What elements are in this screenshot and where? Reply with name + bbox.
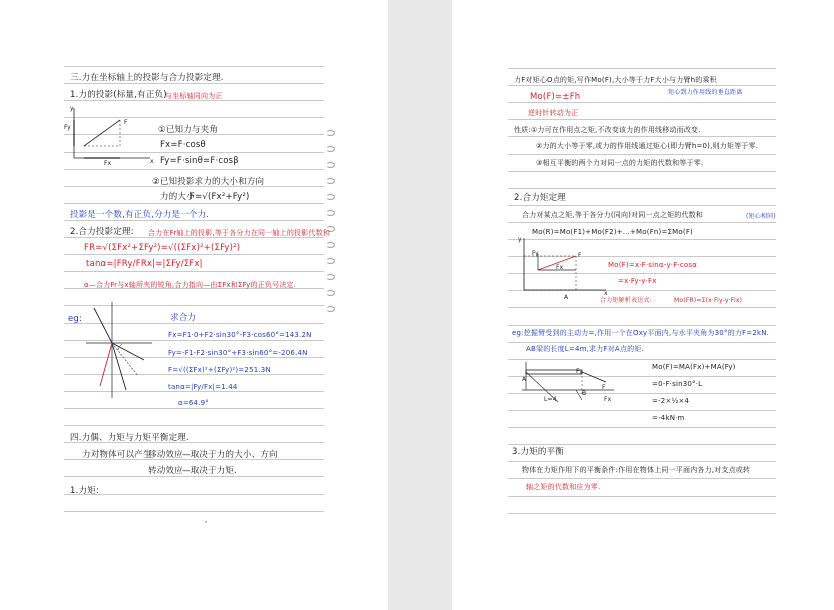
balance-text2: 轴之矩的代数和应为零. <box>526 483 601 491</box>
item2-note: (矩心相同) <box>746 213 776 220</box>
projection-figure <box>62 108 152 163</box>
property-1: 性质:①力可在作用点之矩,不改变该力的作用线移动而改变. <box>514 126 701 134</box>
ruled-line <box>508 154 776 155</box>
ruled-line <box>64 511 324 512</box>
binding-ring <box>326 162 335 168</box>
ruled-line <box>508 496 776 497</box>
eg-text2: AB梁的长度L=4m,求力F对A点的矩. <box>526 345 644 353</box>
item2-title: 2.合力投影定理: <box>70 227 134 237</box>
ruled-line <box>508 513 776 514</box>
ruled-line <box>508 307 776 308</box>
property-3: ③相互平衡的两个力对同一点的力矩的代数和等于零. <box>536 159 704 167</box>
eg-text: eg:挖掘臂受到的主动力=,作用一个在Oxy平面内,与水平夹角为30°的力F=2kN. <box>512 329 770 337</box>
proj-note: 投影是一个数,有正负,分力是一个力. <box>70 210 210 220</box>
magnitude-eq: F=√(Fx²+Fy²) <box>190 192 250 202</box>
effect-rot-desc: —取决于力矩. <box>182 466 238 476</box>
eq-mo: Mo(F)=±Fh <box>530 92 581 102</box>
effect-move: 移动效应 <box>148 450 183 460</box>
eq-mo-f: Mo(F)=x·F·sinα-y·F·cosα <box>608 261 698 269</box>
binding-ring <box>326 194 335 200</box>
eq-fy: Fy=F·sinθ=F·cosβ <box>160 156 239 166</box>
ruled-line <box>508 136 776 137</box>
eq-ex1: Mo(F)=MA(Fx)+MA(Fy) <box>652 363 736 371</box>
ruled-line <box>508 205 776 206</box>
property-2: ②力的大小等于零,或力的作用线通过矩心(即力臂h=0),则力矩等于零. <box>536 142 759 150</box>
eq-fr: FR=√(ΣFx²+ΣFy²)=√((ΣFx)²+(ΣFy)²) <box>84 243 241 253</box>
ruled-line <box>508 325 776 326</box>
alpha-note: α—合力Fr与x轴所夹的锐角,合力指向—由ΣFx和ΣFy的正负号决定. <box>84 281 297 289</box>
ruled-line <box>64 271 324 272</box>
eq-mo-f2: =x·Fy-y·Fx <box>618 277 657 285</box>
moment-intro: 力F对矩心O点的矩,写作Mo(F),大小等于力F大小与力臂h的乘积 <box>514 76 717 84</box>
section4-title: 四.力偶、力矩与力矩平衡定理. <box>70 433 189 443</box>
coord-note: 合力矩解析表达式: <box>600 297 652 304</box>
beam-f-label: F <box>602 384 606 391</box>
fig1-fy-label: Fy <box>64 124 71 131</box>
beam-fx-label: Fx <box>604 396 612 403</box>
fig-fy-label: Fy <box>532 250 539 257</box>
ruled-line <box>508 188 776 189</box>
item2-title: 2.合力矩定理 <box>514 193 567 203</box>
solve-label: 求合力 <box>170 313 197 323</box>
item1-title: 1.力的投影(标量,有正负) <box>70 90 167 100</box>
ruled-line <box>508 410 776 411</box>
effect-rot: 转动效应 <box>148 466 183 476</box>
ruled-line <box>508 171 776 172</box>
eg-label: eg: <box>68 314 83 324</box>
binding-ring <box>326 130 335 136</box>
fig1-fx-label: Fx <box>104 160 112 167</box>
binding-ring <box>326 178 335 184</box>
ruled-line <box>508 342 776 343</box>
beam-figure <box>518 356 618 406</box>
fig-y-label: y <box>518 236 522 243</box>
ruled-line <box>508 222 776 223</box>
fig-a-label: A <box>564 294 569 301</box>
eq-resultant-moment: Mo(R)=Mo(F1)+Mo(F2)+…+Mo(Fn)=ΣMo(F) <box>532 228 693 236</box>
binding-ring <box>326 226 335 232</box>
item2-def: 合力对某点之矩,等于各分力(同向)对同一点之矩的代数和 <box>522 211 704 219</box>
force-example-figure <box>84 298 154 403</box>
fig-f-label: F <box>578 252 582 259</box>
fig-x-label: x <box>604 290 608 297</box>
fig1-x-label: x <box>150 158 154 165</box>
binding-ring <box>326 306 335 312</box>
eq-sum-fx: Fx=F1·0+F2·sin30°-F3·cos60°=143.2N <box>168 331 312 339</box>
beam-b-label: B <box>582 390 587 397</box>
eq-ex3: =-2×½×4 <box>652 397 690 405</box>
binding-ring <box>326 242 335 248</box>
magnitude-label: 力的大小 <box>160 192 195 202</box>
right-page <box>452 0 834 610</box>
ruled-line <box>508 427 776 428</box>
binding-ring <box>326 146 335 152</box>
ruled-line <box>508 68 776 69</box>
effect-prefix: 力对物体可以产生 <box>82 450 152 460</box>
moment-label: 1.力矩: <box>70 486 99 496</box>
eq-coord: Mo(FR)=Σ(x·Fiy-y·Fix) <box>674 297 743 304</box>
known-proj: ②已知投影求力的大小和方向 <box>152 177 265 187</box>
eq-resultant: F=√((ΣFx)²+(ΣFy)²)=251.3N <box>168 366 271 374</box>
balance-text: 物体在力矩作用下的平衡条件:作用在物体上同一平面内各力,对支点或转 <box>522 466 751 474</box>
ruled-line <box>508 461 776 462</box>
eq-tan: tanα=|FRy/FRx|=|ΣFy/ΣFx| <box>86 259 203 269</box>
paper-speck <box>205 521 207 523</box>
eq-ex4: =-4kN·m <box>652 414 685 422</box>
ruled-line <box>64 494 324 495</box>
ruled-line <box>508 478 776 479</box>
binding-ring <box>326 290 335 296</box>
binding-ring <box>326 210 335 216</box>
effect-move-desc: —取决于力的大小、方向 <box>182 450 278 460</box>
beam-a-label: A <box>522 376 527 383</box>
ruled-line <box>64 425 324 426</box>
ruled-line <box>64 66 324 67</box>
binding-ring <box>326 274 335 280</box>
item1-note: 与坐标轴同向为正 <box>165 92 223 100</box>
sign-note: 逆时针转动为正 <box>528 109 579 117</box>
eq-alpha: α=64.9° <box>178 399 209 407</box>
beam-length-label: L=4 <box>544 396 557 403</box>
binding-ring <box>326 258 335 264</box>
known-angle: ①已知力与夹角 <box>158 125 219 135</box>
item2-def: 合力在Fr轴上的投影,等于各分力在同一轴上的投影代数和 <box>148 229 331 237</box>
fig1-f-label: F <box>124 119 128 126</box>
eq-ex2: =0-F·sin30°·L <box>652 380 703 388</box>
eq-sum-fy: Fy=-F1-F2·sin30°+F3·sin60°=-206.4N <box>168 349 308 357</box>
ruled-line <box>508 119 776 120</box>
fig1-y-label: y <box>70 105 74 112</box>
left-page <box>0 0 388 610</box>
section3-title: 3.力矩的平衡 <box>512 447 565 457</box>
ruled-line <box>508 444 776 445</box>
ruled-line <box>64 169 324 170</box>
eq-mo-note: 矩心到力作用线的垂直距离 <box>668 89 743 96</box>
section3-title: 三.力在坐标轴上的投影与合力投影定理. <box>70 73 224 83</box>
eq-fx: Fx=F·cosθ <box>160 140 206 150</box>
ruled-line <box>64 254 324 255</box>
fig-fx-label: Fx <box>556 264 564 271</box>
eq-tan-alpha: tanα=|Fy/Fx|=1.44 <box>168 383 238 391</box>
beam-fy-label: Fy <box>576 368 583 375</box>
